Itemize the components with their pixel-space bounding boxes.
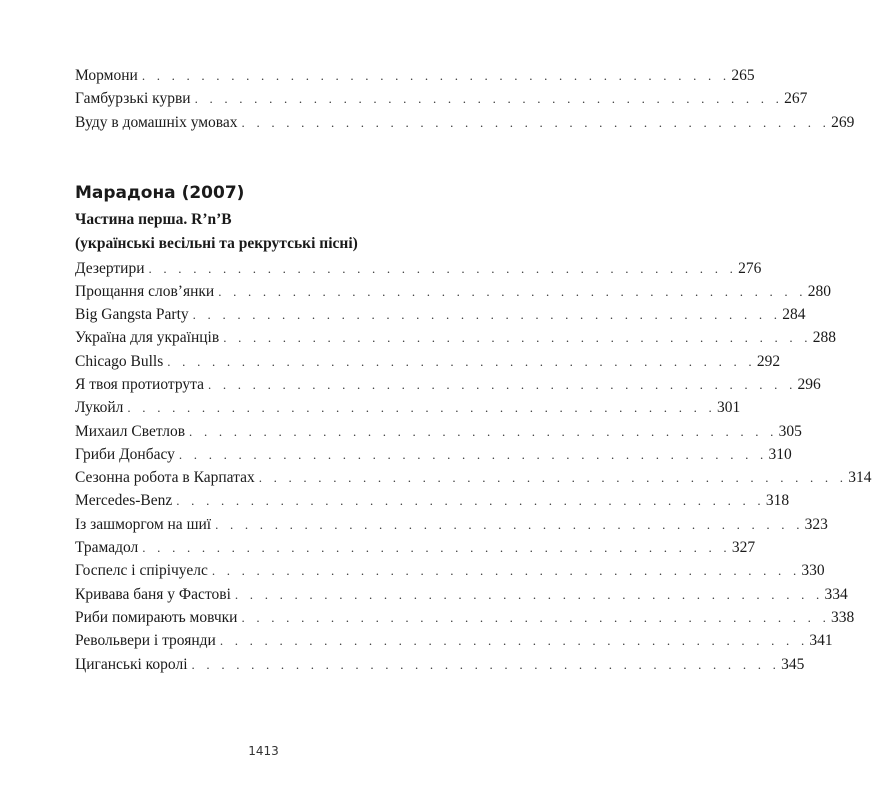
toc-entry[interactable] — [75, 350, 781, 373]
toc-entry[interactable] — [75, 489, 790, 512]
toc-entry[interactable] — [75, 583, 848, 606]
toc-entry-page: 269 — [831, 113, 855, 131]
dot-leader: . . . . . . . . . . . . . . . . . . . . . . . . . . . . . . . . . . . . . . . . — [127, 400, 716, 416]
toc-entry-page: 280 — [807, 282, 832, 300]
dot-leader: . . . . . . . . . . . . . . . . . . . . . . . . . . . . . . . . . . . . . . . . — [234, 586, 824, 602]
section-title: Марадона (2007) — [75, 183, 245, 203]
toc-entry-title: Із зашморгом на шиї — [75, 515, 212, 533]
dot-leader: . . . . . . . . . . . . . . . . . . . . . . . . . . . . . . . . . . . . . . . . — [167, 353, 756, 369]
toc-entry[interactable] — [75, 326, 836, 349]
dot-leader: . . . . . . . . . . . . . . . . . . . . . . . . . . . . . . . . . . . . . . . . — [207, 376, 797, 392]
toc-entry[interactable] — [75, 653, 805, 676]
toc-entry-title: Лукойл — [75, 399, 124, 417]
toc-entry-page: 334 — [824, 585, 848, 603]
toc-entry-page: 296 — [797, 375, 821, 393]
toc-entry-page: 284 — [782, 306, 806, 324]
dot-leader: . . . . . . . . . . . . . . . . . . . . . . . . . . . . . . . . . . . . . . . . — [148, 260, 738, 276]
toc-entry[interactable] — [75, 443, 792, 466]
part-subtitle: (українські весільні та рекрутські пісні) — [75, 234, 358, 252]
toc-section — [75, 182, 872, 676]
toc-entry[interactable] — [75, 513, 828, 536]
toc-entry-title: Гамбурзькі курви — [75, 90, 191, 108]
dot-leader: . . . . . . . . . . . . . . . . . . . . . . . . . . . . . . . . . . . . . . . . — [178, 446, 768, 462]
toc-entry-page: 310 — [768, 445, 792, 463]
toc-entry-title: Госпелс і спірічуелс — [75, 562, 208, 580]
toc-entry-page: 318 — [765, 492, 790, 510]
toc-entry-title: Гриби Донбасу — [75, 445, 175, 463]
toc-entry-page: 341 — [809, 632, 833, 650]
toc-entry[interactable] — [75, 420, 802, 443]
dot-leader: . . . . . . . . . . . . . . . . . . . . . . . . . . . . . . . . . . . . . . . . — [258, 470, 848, 486]
toc-entry-title: Револьвери і троянди — [75, 632, 216, 650]
toc-entry-page: 301 — [716, 399, 741, 417]
part-title: Частина перша. R’n’B — [75, 211, 232, 228]
toc-entry-page: 327 — [731, 539, 756, 557]
toc-entry-title: Mercedes-Benz — [75, 492, 173, 510]
toc-entry-title: Мормони — [75, 67, 138, 84]
toc-entry-page: 338 — [831, 608, 855, 626]
toc-entry-title: Михаил Светлов — [75, 422, 186, 440]
dot-leader: . . . . . . . . . . . . . . . . . . . . . . . . . . . . . . . . . . . . . . . . — [194, 91, 784, 107]
toc-entry-page: 292 — [756, 352, 781, 370]
toc-entry-title: Chicago Bulls — [75, 352, 164, 370]
toc-entry-title: Україна для українців — [75, 329, 220, 347]
dot-leader: . . . . . . . . . . . . . . . . . . . . . . . . . . . . . . . . . . . . . . . . — [141, 68, 731, 83]
toc-entry-page: 265 — [731, 67, 755, 84]
toc-entry-page: 323 — [804, 515, 828, 533]
toc-entry-page: 345 — [781, 655, 805, 673]
page-number: 1413 — [248, 744, 279, 758]
toc-entry[interactable] — [75, 559, 825, 582]
dot-leader: . . . . . . . . . . . . . . . . . . . . . . . . . . . . . . . . . . . . . . . . — [223, 330, 812, 346]
toc-entry-title: Прощання слов’янки — [75, 282, 215, 300]
toc-entry-title: Вуду в домашніх умовах — [75, 113, 238, 131]
toc-entry[interactable] — [75, 466, 872, 489]
dot-leader: . . . . . . . . . . . . . . . . . . . . . . . . . . . . . . . . . . . . . . . . — [219, 633, 809, 649]
toc-entry-title: Дезертири — [75, 259, 145, 277]
dot-leader: . . . . . . . . . . . . . . . . . . . . . . . . . . . . . . . . . . . . . . . . — [215, 516, 804, 532]
toc-entry[interactable] — [75, 606, 855, 629]
toc-entry[interactable] — [75, 87, 808, 110]
toc-entry[interactable] — [75, 64, 755, 87]
toc-entry-title: Сезонна робота в Карпатах — [75, 469, 255, 487]
dot-leader: . . . . . . . . . . . . . . . . . . . . . . . . . . . . . . . . . . . . . . . . — [142, 540, 731, 556]
toc-entry-page: 305 — [778, 422, 802, 440]
toc-entry-page: 276 — [738, 259, 762, 277]
dot-leader: . . . . . . . . . . . . . . . . . . . . . . . . . . . . . . . . . . . . . . . . — [241, 609, 831, 625]
dot-leader: . . . . . . . . . . . . . . . . . . . . . . . . . . . . . . . . . . . . . . . . — [192, 307, 782, 323]
toc-entry-title: Кривава баня у Фастові — [75, 585, 231, 603]
dot-leader: . . . . . . . . . . . . . . . . . . . . . . . . . . . . . . . . . . . . . . . . — [211, 563, 801, 579]
toc-entry-page: 314 — [848, 469, 872, 487]
toc-entry[interactable] — [75, 396, 741, 419]
toc-entry-title: Трамадол — [75, 539, 139, 557]
dot-leader: . . . . . . . . . . . . . . . . . . . . . . . . . . . . . . . . . . . . . . . . — [191, 656, 781, 672]
toc-top-list — [75, 64, 855, 134]
toc-entry[interactable] — [75, 111, 855, 134]
toc-entry[interactable] — [75, 536, 756, 559]
toc-entry-page: 330 — [801, 562, 825, 580]
toc-entry-page: 288 — [812, 329, 836, 347]
toc-entry[interactable] — [75, 373, 821, 396]
toc-entry-title: Big Gangsta Party — [75, 306, 189, 324]
dot-leader: . . . . . . . . . . . . . . . . . . . . . . . . . . . . . . . . . . . . . . . . — [176, 493, 765, 509]
dot-leader: . . . . . . . . . . . . . . . . . . . . . . . . . . . . . . . . . . . . . . . . — [218, 283, 807, 299]
toc-entry-title: Риби помирають мовчки — [75, 608, 238, 626]
toc-entry[interactable] — [75, 257, 762, 280]
toc-entry-title: Я твоя протиотрута — [75, 375, 204, 393]
toc-entry-title: Циганські королі — [75, 655, 188, 673]
dot-leader: . . . . . . . . . . . . . . . . . . . . . . . . . . . . . . . . . . . . . . . . — [241, 114, 831, 130]
toc-entry[interactable] — [75, 303, 806, 326]
toc-entry[interactable] — [75, 629, 833, 652]
toc-entry-page: 267 — [784, 90, 808, 108]
dot-leader: . . . . . . . . . . . . . . . . . . . . . . . . . . . . . . . . . . . . . . . . — [189, 423, 778, 439]
toc-entry[interactable] — [75, 280, 832, 303]
